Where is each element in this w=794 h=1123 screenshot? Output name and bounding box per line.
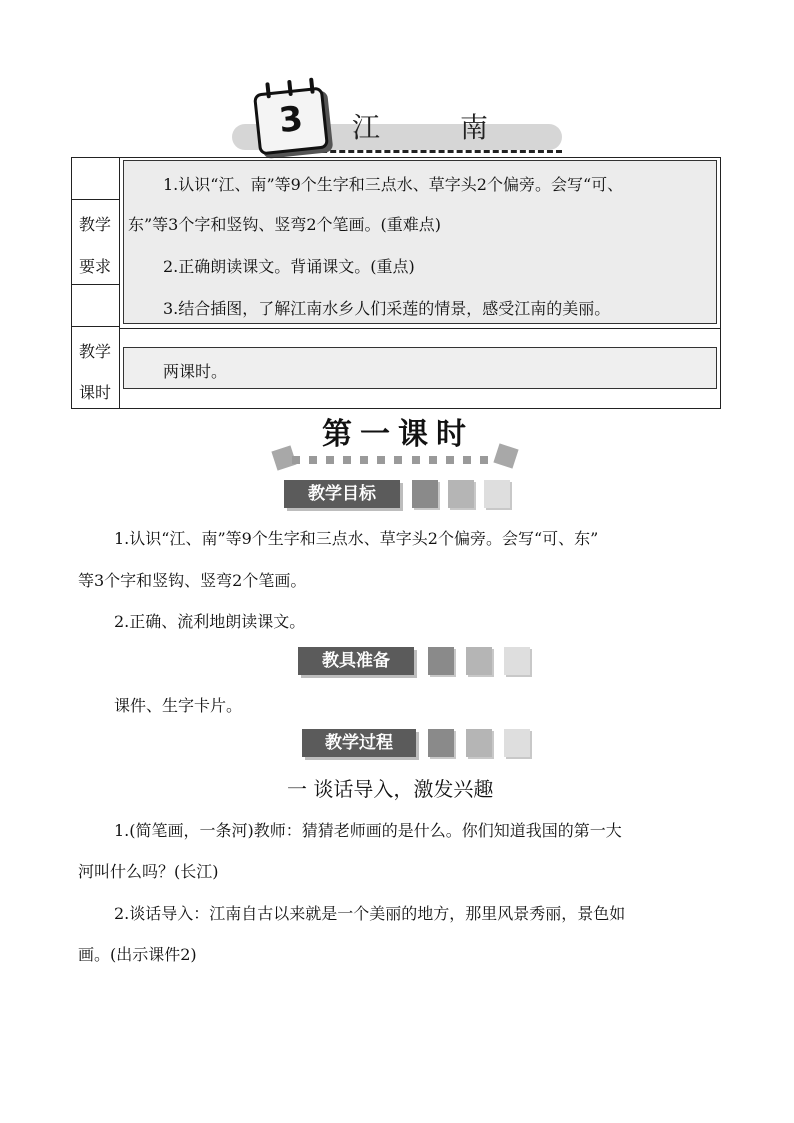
requirement-line: 2.正确朗读课文。背诵课文。(重点) bbox=[163, 257, 415, 276]
lesson-title-char-1: 江 bbox=[352, 111, 381, 144]
requirements-label-a: 教学 bbox=[78, 215, 111, 234]
requirement-line: 1.认识“江、南”等9个生字和三点水、草字头2个偏旁。会写“可、 bbox=[163, 175, 624, 194]
class-time-text: 两课时。 bbox=[163, 362, 228, 381]
label-divider bbox=[71, 326, 119, 327]
label-square-dark bbox=[412, 480, 438, 508]
decor-square-right bbox=[493, 443, 518, 468]
goal-line: 1.认识“江、南”等9个生字和三点水、草字头2个偏旁。会写“可、东” bbox=[114, 529, 599, 548]
requirement-line: 东”等3个字和竖钩、竖弯2个笔画。(重难点) bbox=[128, 215, 442, 234]
requirements-label-column bbox=[71, 157, 120, 409]
process-label: 教学过程 bbox=[302, 729, 416, 757]
label-square-light bbox=[504, 647, 530, 675]
section-title: 第一课时 bbox=[322, 417, 474, 452]
tools-label: 教具准备 bbox=[298, 647, 414, 675]
lesson-title-char-2: 南 bbox=[460, 111, 489, 144]
label-square-mid bbox=[448, 480, 474, 508]
process-sub-title: 一 谈话导入，激发兴趣 bbox=[287, 777, 494, 801]
tools-text: 课件、生字卡片。 bbox=[114, 696, 243, 715]
requirements-label-b: 要求 bbox=[78, 257, 111, 276]
table-divider bbox=[119, 328, 721, 329]
label-square-dark bbox=[428, 729, 454, 757]
process-line: 1.(简笔画，一条河)教师：猜猜老师画的是什么。你们知道我国的第一大 bbox=[114, 821, 622, 840]
label-divider bbox=[71, 199, 119, 200]
decor-dot-row bbox=[292, 456, 488, 464]
process-line: 2.谈话导入：江南自古以来就是一个美丽的地方，那里风景秀丽，景色如 bbox=[114, 904, 626, 923]
lesson-number: 3 bbox=[277, 98, 305, 142]
class-time-label-a: 教学 bbox=[78, 342, 111, 361]
label-square-dark bbox=[428, 647, 454, 675]
process-line: 画。(出示课件2) bbox=[78, 945, 197, 964]
goal-line: 等3个字和竖钩、竖弯2个笔画。 bbox=[78, 571, 307, 590]
class-time-label-b: 课时 bbox=[78, 383, 111, 402]
title-dashed-line bbox=[276, 150, 562, 153]
label-square-mid bbox=[466, 729, 492, 757]
process-line: 河叫什么吗？(长江) bbox=[78, 862, 219, 881]
goal-line: 2.正确、流利地朗读课文。 bbox=[114, 612, 306, 631]
label-square-light bbox=[484, 480, 510, 508]
label-square-light bbox=[504, 729, 530, 757]
label-divider bbox=[71, 284, 119, 285]
goals-label: 教学目标 bbox=[284, 480, 400, 508]
label-square-mid bbox=[466, 647, 492, 675]
requirement-line: 3.结合插图，了解江南水乡人们采莲的情景，感受江南的美丽。 bbox=[163, 299, 611, 318]
